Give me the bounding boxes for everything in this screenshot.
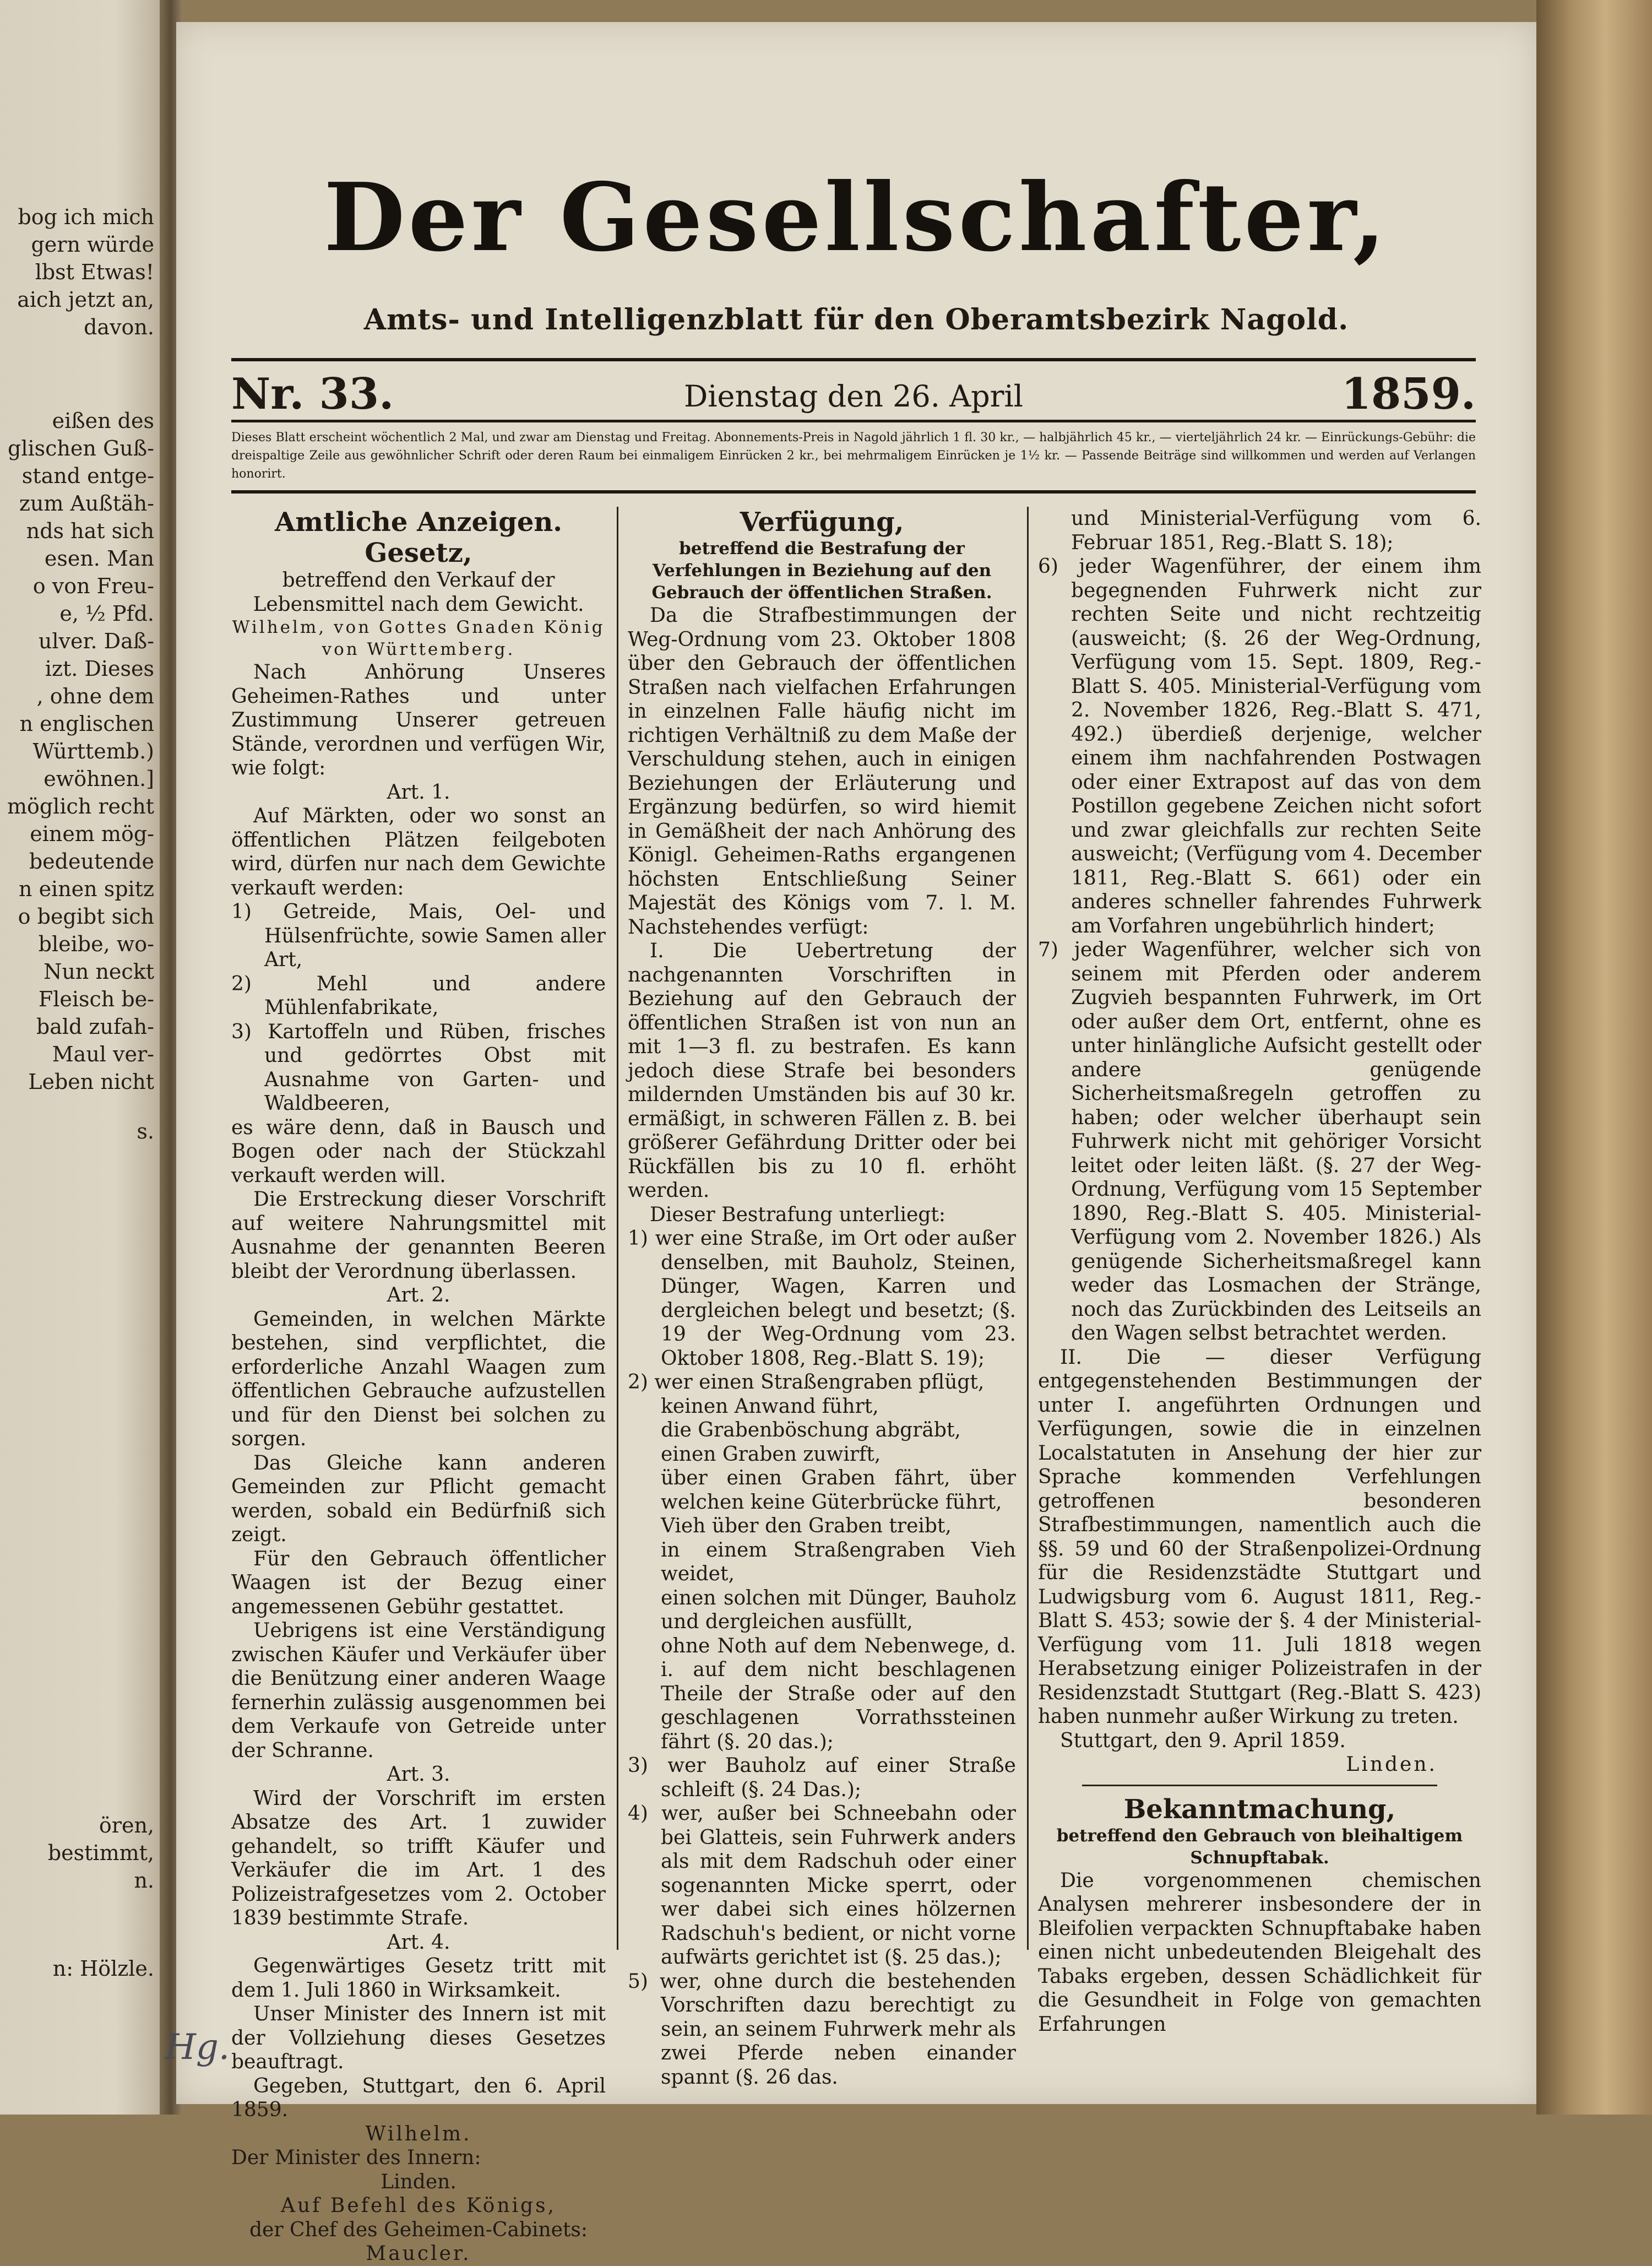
facing-page-fragment: bog ich mich: [18, 205, 154, 229]
facing-page-fragment: stand entge-: [21, 464, 154, 488]
art3-label: Art. 3.: [387, 1763, 450, 1786]
decree-item6: 6) jeder Wagenführer, der einem ihm begegnenden Fuhrwerk nicht zur rechten Seite und nicht rechtzeitig (ausweicht; (§. 26 der Weg-Ordnung, Verfügung vom 15. Sept. 1809, Reg.-Blatt S. 405. Ministerial-Verfügung vom 2. November 1826, Reg.-Blatt S. 471, 492.) überdieß derjenige, welcher einem ihm nachfahrenden Postwagen oder einer Extrapost auf das von dem Postillon gegebene Zeichen nicht sofort und zwar gleichfalls zur rechten Seite ausweicht; (Verfügung vom 4. December 1811, Reg.-Blatt S. 661) oder ein anderes schneller fahrendes Fuhrwerk am Vorfahren ungebührlich hindert;: [1038, 555, 1481, 937]
decree-item2-line: keinen Anwand führt,: [661, 1395, 879, 1418]
announcement-text: Die vorgenommenen chemischen Analysen mehrerer insbesondere der in Bleifolien verpackten Schnupftabake haben einen nicht unbedeutenden Bleigehalt des Tabaks ergeben, dessen Schädlichkeit für die Gesundheit in Folge von gemachten Erfahrungen: [1038, 1869, 1481, 2036]
masthead-title: Der Gesellschafter,: [324, 162, 1389, 273]
book-binding: [1536, 0, 1652, 2115]
facing-page-fragment: n einen spitz: [19, 877, 154, 901]
decree-date: Stuttgart, den 9. April 1859.: [1060, 1729, 1346, 1752]
facing-page-fragment: o von Freu-: [32, 574, 154, 598]
facing-page-fragment: nds hat sich: [26, 519, 154, 543]
decree-continuation: und Ministerial-Verfügung vom 6. Februar 1851, Reg.-Blatt S. 18);: [1071, 507, 1481, 554]
facing-page-fragment: gern würde: [31, 232, 154, 257]
issue-number: Nr. 33.: [231, 369, 394, 419]
facing-page-fragment: bestimmt,: [47, 1841, 154, 1865]
masthead-subtitle: Amts- und Intelligenzblatt für den Oberamtsbezirk Nagold.: [363, 303, 1349, 337]
issue-line: [231, 369, 1476, 419]
signature-king: Wilhelm.: [365, 2122, 472, 2145]
cabinet-name: Maucler.: [366, 2242, 471, 2265]
announcement-heading: Bekanntmachung,: [1123, 1793, 1396, 1825]
art2-label: Art. 2.: [387, 1284, 450, 1307]
column-divider-1: [617, 507, 618, 1950]
law-subject: betreffend den Verkauf der Lebensmittel nach dem Gewicht.: [253, 569, 584, 616]
column-divider-2: [1027, 507, 1029, 1950]
art1-item2: 2) Mehl und andere Mühlenfabrikate,: [231, 972, 606, 1019]
facing-page-fragment: o begibt sich: [18, 904, 154, 929]
decree-item5: 5) wer, ohne durch die bestehenden Vorschriften dazu berechtigt zu sein, an seinem Fuhrwerk mehr als zwei Pferde neben einander spannt (§. 26 das.: [628, 1970, 1016, 2089]
rule-mid: [231, 420, 1476, 422]
art2-text: Gemeinden, in welchen Märkte bestehen, sind verpflichtet, die erforderliche Anzahl Waagen zum öffentlichen Gebrauche aufzustellen und für den Dienst bei solchen zu sorgen.: [231, 1308, 606, 1450]
decree-item2-line: Vieh über den Graben treibt,: [661, 1515, 952, 1537]
decree-part2: II. Die — dieser Verfügung entgegenstehenden Bestimmungen der unter I. angeführten Ordnungen und Verfügungen, sowie die in einzelnen Localstatuten in Ansehung der hier zur Sprache kommenden Verfehlungen getroffenen besonderen Strafbestimmungen, namentlich auch die §§. 59 und 60 der Straßenpolizei-Ordnung für die Residenzstädte Stuttgart und Ludwigsburg vom 6. August 1811, Reg.-Blatt S. 453; sowie der §. 4 der Ministerial-Verfügung vom 11. Juli 1818 wegen Herabsetzung einiger Polizeistrafen in der Residenzstadt Stuttgart (Reg.-Blatt S. 423) haben nunmehr außer Wirkung zu treten.: [1038, 1346, 1481, 1728]
decree-subject: betreffend die Bestrafung der Verfehlungen in Beziehung auf den Gebrauch der öffentlichen Straßen.: [651, 539, 992, 603]
art2-p2: Das Gleiche kann anderen Gemeinden zur Pflicht gemacht werden, sobald ein Bedürfniß sich zeigt.: [231, 1451, 606, 1546]
decree-item2-line: die Grabenböschung abgräbt,: [661, 1419, 961, 1441]
decree-item4: 4) wer, außer bei Schneebahn oder bei Glatteis, sein Fuhrwerk anders als mit dem Radschuh oder einer sogenannten Micke sperrt, oder wer dabei sich eines hölzernen Radschuh's bedient, or nicht vorne aufwärts gerichtet ist (§. 25 das.);: [628, 1802, 1016, 1969]
facing-page-fragment: , ohne dem: [36, 684, 154, 708]
art4-label: Art. 4.: [387, 1931, 450, 1954]
section-heading: Amtliche Anzeigen.: [275, 507, 562, 538]
facing-page-fragment: aich jetzt an,: [17, 288, 154, 312]
facing-page-fragment: einem mög-: [30, 822, 154, 846]
art1-tail: es wäre denn, daß in Bausch und Bogen oder nach der Stückzahl verkauft werden will.: [231, 1116, 606, 1187]
subscription-notice: Dieses Blatt erscheint wöchentlich 2 Mal, und zwar am Dienstag und Freitag. Abonnements-Preis in Nagold jährlich 1 fl. 30 kr., — halbjährlich 45 kr., — vierteljährlich 24 kr. — Einrückungs-Gebühr: die dreispaltige Zeile aus gewöhnlicher Schrift oder deren Raum bei einmaligem Einrücken 2 kr., bei mehrmaligem Einrücken je 1½ kr. — Passende Beiträge sind willkommen und werden auf Verlangen honorirt.: [231, 431, 1476, 481]
decree-item2-line: einen Graben zuwirft,: [661, 1443, 881, 1466]
decree-intro: Da die Strafbestimmungen der Weg-Ordnung vom 23. Oktober 1808 über den Gebrauch der öffentlichen Straßen nach vielfachen Erfahrungen in einzelnen Falle häufig nicht im richtigen Verhältniß zu dem Maße der Verschuldung stehen, auch in einigen Beziehungen der Erläuterung und Ergänzung bedürfen, so wird hiemit in Gemäßheit der nach Anhörung des Königl. Geheimen-Raths ergangenen höchsten Entschließung Seiner Majestät des Königs vom 7. l. M. Nachstehendes verfügt:: [628, 604, 1016, 939]
facing-page-fragment: Fleisch be-: [38, 987, 154, 1011]
facing-page: [0, 0, 165, 2115]
facing-page-fragment: glischen Guß-: [8, 436, 154, 460]
facing-page-fragment: esen. Man: [44, 546, 154, 571]
facing-page-fragment: möglich recht: [7, 794, 154, 818]
art1-extension: Die Erstreckung dieser Vorschrift auf weitere Nahrungsmittel mit Ausnahme der genannten Beeren bleibt der Verordnung überlassen.: [231, 1188, 606, 1283]
facing-page-fragment: ewöhnen.]: [44, 767, 154, 791]
king-line: Wilhelm, von Gottes Gnaden König von Württemberg.: [232, 617, 605, 659]
facing-page-fragment: ulver. Daß-: [38, 629, 154, 653]
decree-item2-line: ohne Noth auf dem Nebenwege, d. i. auf dem nicht beschlagenen Theile der Straße oder auf den geschlagenen Vorrathssteinen fährt (§. 20 das.);: [661, 1634, 1016, 1753]
minister-label: Der Minister des Innern:: [231, 2146, 481, 2169]
facing-page-fragment: zum Außtäh-: [19, 491, 154, 516]
given-line: Gegeben, Stuttgart, den 6. April 1859.: [231, 2074, 606, 2121]
cabinet-chief: der Chef des Geheimen-Cabinets:: [249, 2218, 588, 2241]
art1-item1: 1) Getreide, Mais, Oel- und Hülsenfrüchte, sowie Samen aller Art,: [231, 901, 606, 971]
facing-page-fragment: Nun neckt: [44, 959, 154, 984]
art3-text: Wird der Vorschrift im ersten Absatze des Art. 1 zuwider gehandelt, so trifft Käufer und Verkäufer die im Art. 1 des Polizeistrafgesetzes vom 2. October 1839 bestimmte Strafe.: [231, 1787, 606, 1929]
subject-to: Dieser Bestrafung unterliegt:: [650, 1203, 945, 1226]
facing-page-fragment: n englischen: [19, 712, 154, 736]
by-order: Auf Befehl des Königs,: [280, 2194, 556, 2217]
facing-page-fragment: bleibe, wo-: [38, 932, 154, 956]
newspaper-page: [176, 22, 1536, 2265]
art2-p3: Für den Gebrauch öffentlicher Waagen ist der Bezug einer angemessenen Gebühr gestattet.: [231, 1547, 606, 1618]
facing-page-fragment: lbst Etwas!: [35, 260, 154, 284]
facing-page-fragment: s.: [137, 1119, 154, 1143]
facing-page-fragment: Maul ver-: [52, 1042, 154, 1066]
law-title: Gesetz,: [365, 538, 472, 568]
column-2: [628, 507, 1016, 2089]
art1-label: Art. 1.: [387, 780, 450, 804]
decree-item1: 1) wer eine Straße, im Ort oder außer denselben, mit Bauholz, Steinen, Dünger, Wagen, Karren und dergleichen belegt und besetzt; (§. 19 der Weg-Ordnung vom 23. Oktober 1808, Reg.-Blatt S. 19);: [628, 1227, 1016, 1370]
facing-page-fragment: bedeutende: [29, 849, 154, 874]
rule-bottom: [231, 490, 1476, 494]
column-1: [231, 507, 606, 2265]
art4-p2: Unser Minister des Innern ist mit der Vollziehung dieses Gesetzes beauftragt.: [231, 2003, 606, 2073]
facing-page-fragment: eißen des: [52, 409, 154, 433]
facing-page-fragment: bald zufah-: [36, 1015, 154, 1039]
facing-page-fragment: n.: [134, 1868, 154, 1893]
art1-intro: Auf Märkten, oder wo sonst an öffentlichen Plätzen feilgeboten wird, dürfen nur nach dem Gewichte verkauft werden:: [231, 805, 606, 899]
decree-item2-line: einen solchen mit Dünger, Bauholz und dergleichen ausfüllt,: [661, 1586, 1016, 1633]
facing-page-fragment: izt. Dieses: [45, 657, 154, 681]
decree-item7: 7) jeder Wagenführer, welcher sich von seinem mit Pferden oder anderem Zugvieh bespannten Fuhrwerk, im Ort oder außer dem Ort, entfernt, ohne es unter hinlängliche Aufsicht gestellt oder andere genügende Sicherheitsmaßregeln getroffen zu haben; oder welcher überhaupt sein Fuhrwerk nicht mit gehöriger Vorsicht leitet oder leiten läßt. (§. 27 der Weg-Ordnung, Verfügung vom 15 September 1890, Reg.-Blatt S. 405. Ministerial-Verfügung vom 2. November 1826.) Als genügende Sicherheitsmaßregel kann weder das Losmachen der Stränge, noch das Zurückbinden des Leitseils an den Wagen selbst betrachtet werden.: [1038, 939, 1481, 1345]
preamble: Nach Anhörung Unseres Geheimen-Rathes und unter Zustimmung Unserer getreuen Stände, verordnen und verfügen Wir, wie folgt:: [231, 661, 606, 779]
facing-page-fragment: Leben nicht: [28, 1070, 154, 1094]
announcement-subject: betreffend den Gebrauch von bleihaltigem Schnupftabak.: [1056, 1825, 1463, 1868]
decree-item2-line: in einem Straßengraben Vieh weidet,: [661, 1538, 1016, 1585]
art2-p4: Uebrigens ist eine Verständigung zwischen Käufer und Verkäufer über die Benützung einer anderen Waage fernerhin zulässig ausgenommen bei dem Verkaufe von Getreide unter der Schranne.: [231, 1619, 606, 1762]
decree-item2-line: über einen Graben fährt, über welchen keine Güterbrücke führt,: [661, 1467, 1016, 1514]
decree-item2-intro: 2) wer einen Straßengraben pflügt,: [628, 1371, 985, 1394]
minister-name: Linden.: [381, 2170, 457, 2193]
section-divider: [1082, 1785, 1437, 1786]
rule-top: [231, 358, 1476, 361]
decree-signature: Linden.: [1346, 1753, 1437, 1776]
decree-part1: I. Die Uebertretung der nachgenannten Vorschriften in Beziehung auf den Gebrauch der öffentlichen Straßen ist von nun an mit 1—3 fl. zu bestrafen. Es kann jedoch diese Strafe bei besonders mildernden Umständen bis auf 30 kr. ermäßigt, in schweren Fällen z. B. bei größerer Gefährdung Dritter oder bei Rückfällen bis zu 10 fl. erhöht werden.: [628, 940, 1016, 1202]
art1-item3: 3) Kartoffeln und Rüben, frisches und gedörrtes Obst mit Ausnahme von Garten- und Waldbeeren,: [231, 1020, 606, 1115]
facing-page-fragment: ören,: [99, 1813, 154, 1837]
facing-page-fragment: e, ½ Pfd.: [59, 601, 154, 626]
column-3: [1038, 507, 1481, 2036]
issue-date: Dienstag den 26. April: [683, 379, 1024, 414]
decree-item3: 3) wer Bauholz auf einer Straße schleift (§. 24 Das.);: [628, 1754, 1016, 1801]
issue-year: 1859.: [1341, 369, 1476, 419]
facing-page-fragment: Württemb.): [32, 739, 154, 763]
pencil-annotation: Hg.: [165, 2027, 230, 2068]
decree-heading: Verfügung,: [740, 507, 904, 538]
facing-page-fragment: n: Hölzle.: [52, 1956, 154, 1981]
art4-text: Gegenwärtiges Gesetz tritt mit dem 1. Juli 1860 in Wirksamkeit.: [231, 1955, 606, 2002]
facing-page-fragment: davon.: [84, 315, 154, 339]
